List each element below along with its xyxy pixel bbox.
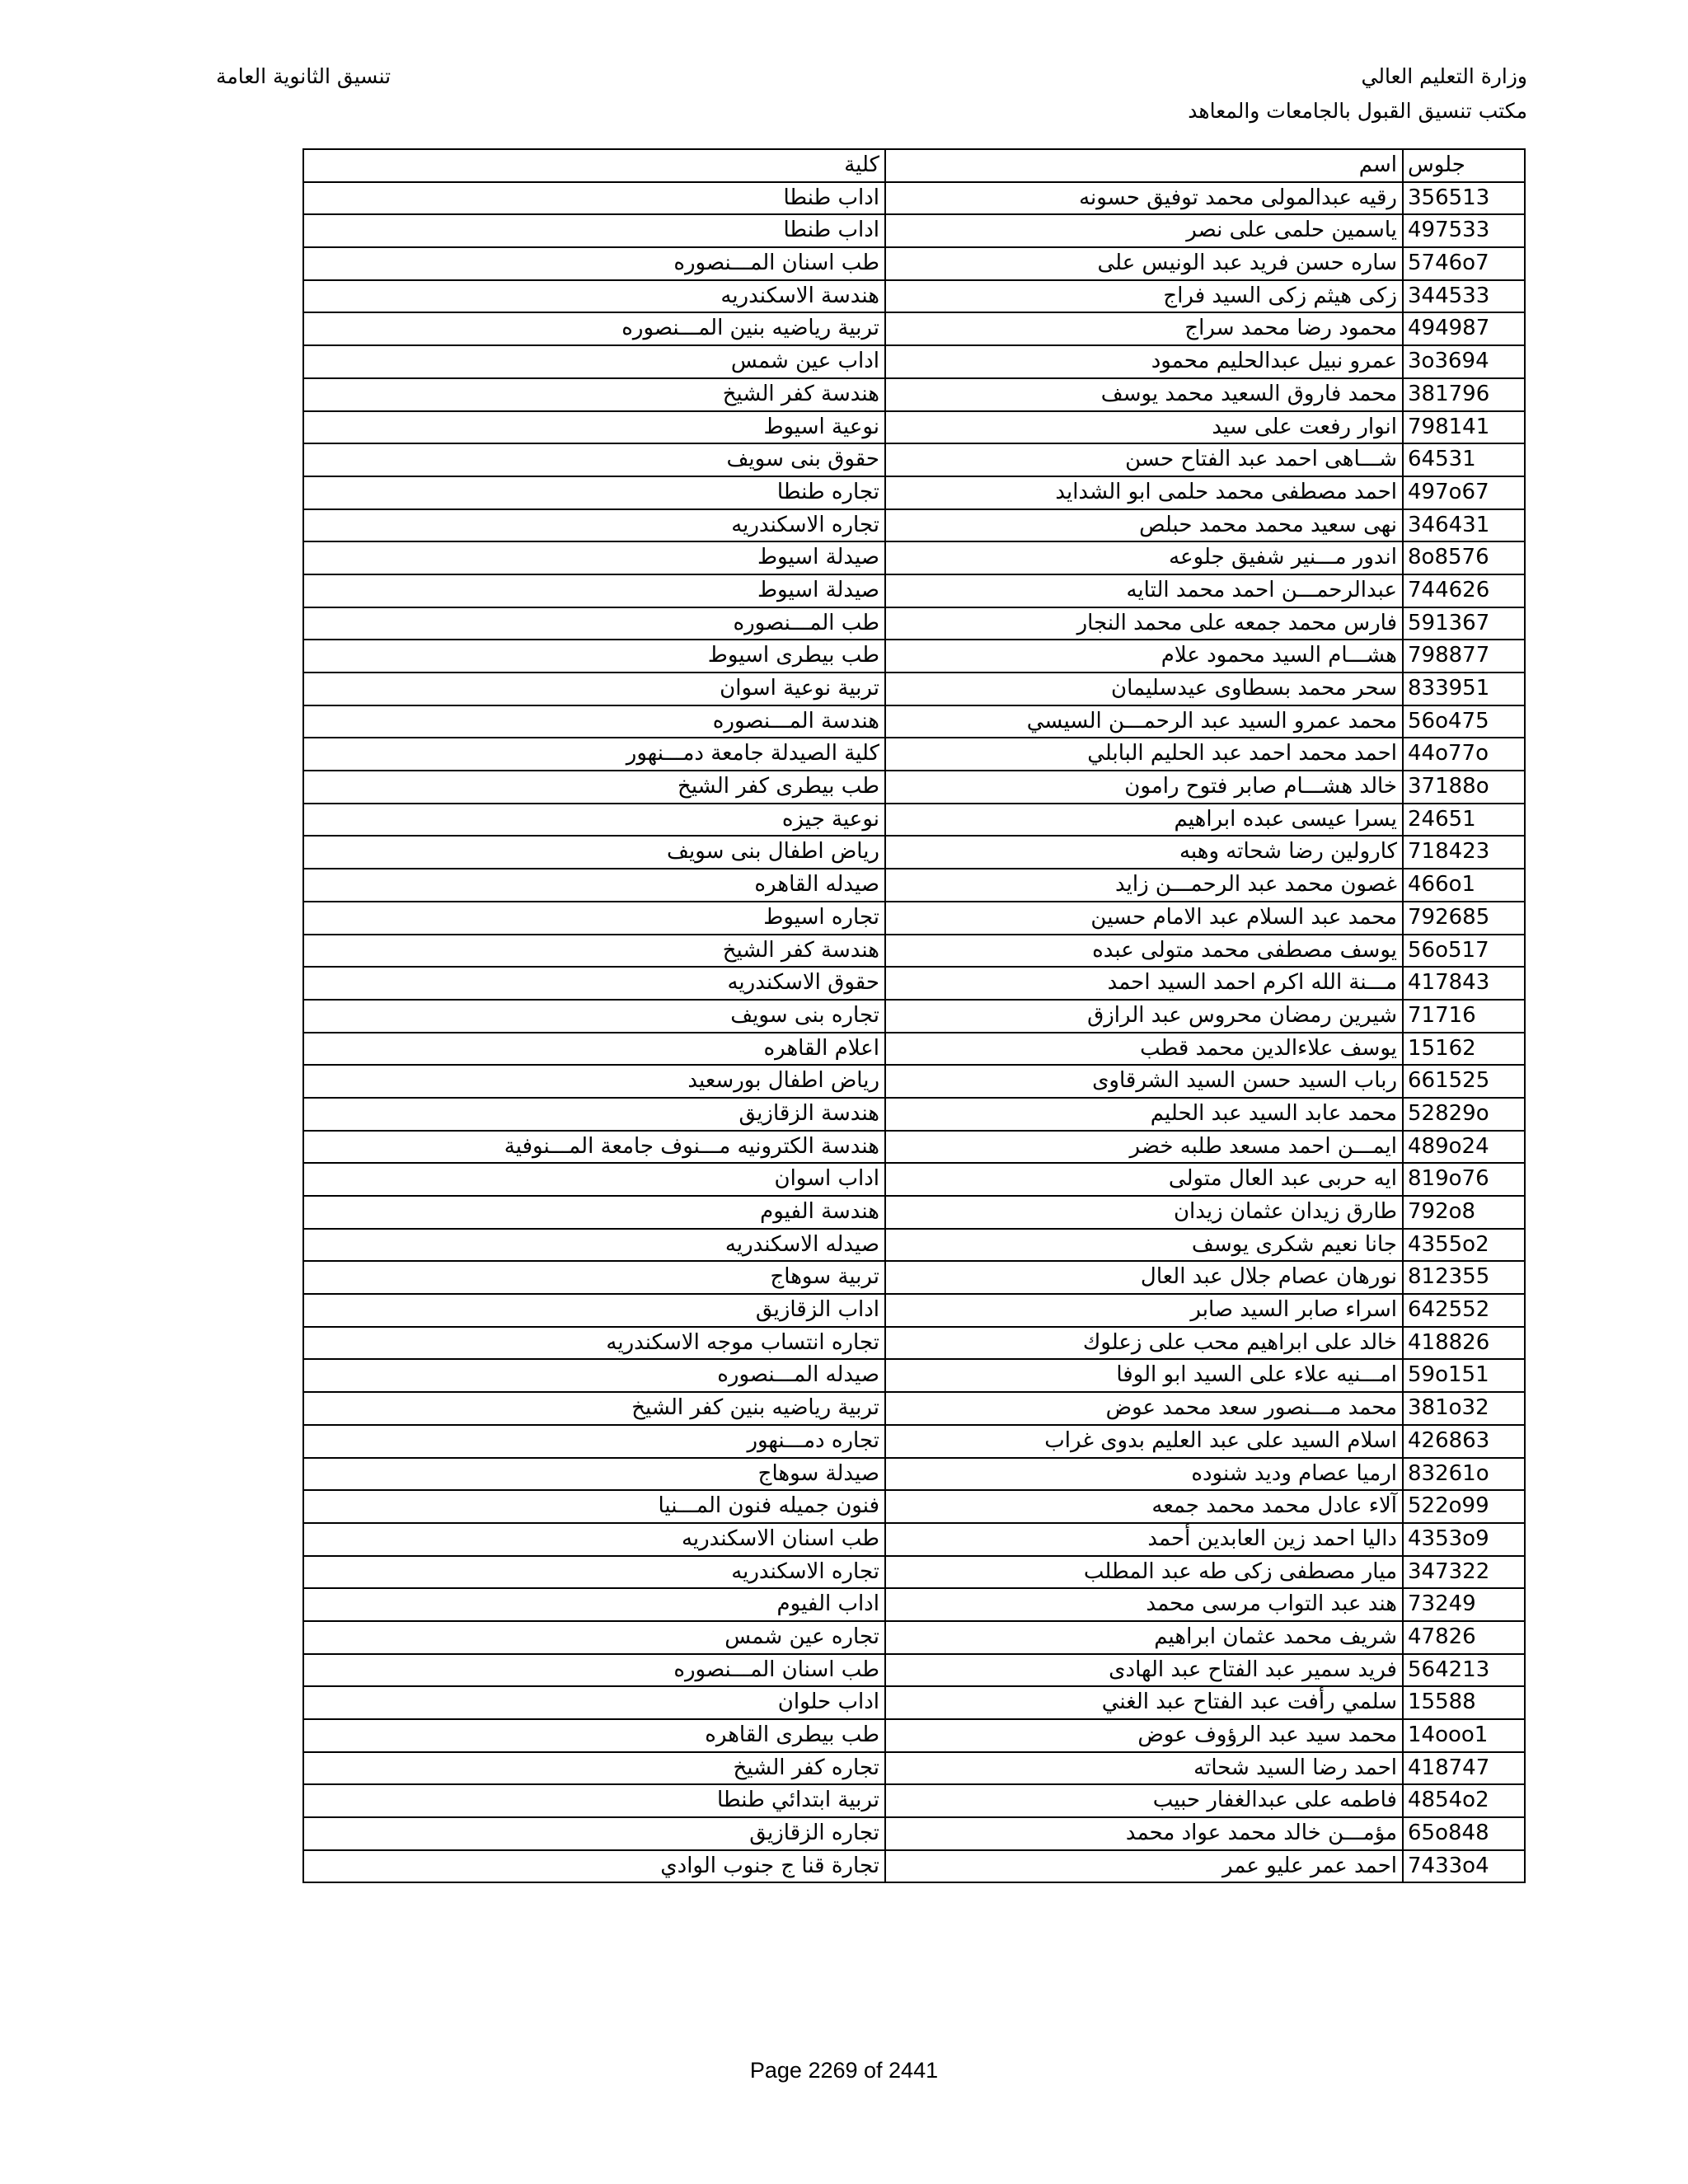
college-cell: تجاره اسيوط	[304, 902, 886, 934]
name-cell: هند عبد التواب مرسى محمد	[886, 1589, 1404, 1620]
seat-cell: 494987	[1404, 313, 1526, 344]
college-cell: نوعية جيزه	[304, 804, 886, 836]
name-cell: يسرا عيسى عبده ابراهيم	[886, 804, 1404, 836]
seat-cell: 37188o	[1404, 771, 1526, 803]
seat-cell: 792o8	[1404, 1197, 1526, 1228]
name-cell: نهى سعيد محمد محمد حبلص	[886, 510, 1404, 541]
seat-cell: 497o67	[1404, 477, 1526, 509]
college-cell: اداب الفيوم	[304, 1589, 886, 1620]
table-row	[304, 1393, 1526, 1426]
table-row	[304, 1524, 1526, 1557]
table-row	[304, 706, 1526, 739]
table-row	[304, 1753, 1526, 1786]
college-cell: تجاره الاسكندريه	[304, 510, 886, 541]
college-cell: تجاره دمـــنهور	[304, 1426, 886, 1457]
college-cell: طب بيطرى اسيوط	[304, 640, 886, 672]
college-cell: رياض اطفال بورسعيد	[304, 1066, 886, 1097]
seat-cell: 564213	[1404, 1655, 1526, 1686]
table-row	[304, 608, 1526, 641]
table-row	[304, 412, 1526, 445]
name-cell: فارس محمد جمعه على محمد النجار	[886, 608, 1404, 640]
college-cell: اداب عين شمس	[304, 346, 886, 377]
name-cell: رباب السيد حسن السيد الشرقاوى	[886, 1066, 1404, 1097]
seat-cell: 4353o9	[1404, 1524, 1526, 1555]
college-cell: حقوق بنى سويف	[304, 444, 886, 476]
seat-cell: 798141	[1404, 412, 1526, 443]
table-row	[304, 215, 1526, 248]
table-row	[304, 183, 1526, 216]
name-cell: احمد محمد احمد عبد الحليم البابلي	[886, 738, 1404, 770]
college-cell: طب اسنان المـــنصوره	[304, 248, 886, 279]
college-cell: صيدله الاسكندريه	[304, 1230, 886, 1261]
table-row	[304, 281, 1526, 314]
college-cell: اداب طنطا	[304, 183, 886, 214]
seat-cell: 5746o7	[1404, 248, 1526, 279]
seat-cell: 642552	[1404, 1295, 1526, 1326]
table-row	[304, 902, 1526, 935]
name-cell: زكى هيثم زكى السيد فراج	[886, 281, 1404, 312]
college-cell: طب المـــنصوره	[304, 608, 886, 640]
seat-cell: 4355o2	[1404, 1230, 1526, 1261]
seat-cell: 347322	[1404, 1557, 1526, 1588]
table-row	[304, 1033, 1526, 1066]
college-cell: اداب طنطا	[304, 215, 886, 246]
table-row	[304, 510, 1526, 543]
college-cell: هندسة المـــنصوره	[304, 706, 886, 738]
seat-cell: 522o99	[1404, 1491, 1526, 1522]
table-row	[304, 771, 1526, 804]
name-cell: كارولين رضا شحاته وهبه	[886, 837, 1404, 868]
name-cell: احمد رضا السيد شحاته	[886, 1753, 1404, 1784]
table-row	[304, 1132, 1526, 1165]
table-row	[304, 869, 1526, 902]
table-row	[304, 444, 1526, 477]
name-cell: عمرو نبيل عبدالحليم محمود	[886, 346, 1404, 377]
name-cell: يوسف علاءالدين محمد قطب	[886, 1033, 1404, 1065]
seat-cell: 344533	[1404, 281, 1526, 312]
name-cell: محمد عابد السيد عبد الحليم	[886, 1099, 1404, 1130]
page-number: Page 2269 of 2441	[749, 2058, 939, 2083]
college-cell: رياض اطفال بنى سويف	[304, 837, 886, 868]
college-cell: هندسة كفر الشيخ	[304, 379, 886, 410]
seat-cell: 819o76	[1404, 1164, 1526, 1195]
table-row	[304, 1851, 1526, 1884]
seat-cell: 792685	[1404, 902, 1526, 934]
seat-cell: 418747	[1404, 1753, 1526, 1784]
table-row	[304, 1687, 1526, 1720]
college-cell: تجاره الزقازيق	[304, 1818, 886, 1849]
table-row	[304, 1001, 1526, 1033]
table-row	[304, 1197, 1526, 1230]
name-cell: طارق زيدان عثمان زيدان	[886, 1197, 1404, 1228]
name-cell: اسراء صابر السيد صابر	[886, 1295, 1404, 1326]
table-row	[304, 1491, 1526, 1524]
column-header-name: اسم	[886, 150, 1404, 181]
table-row	[304, 804, 1526, 837]
college-cell: تجاره الاسكندريه	[304, 1557, 886, 1588]
seat-cell: 418826	[1404, 1328, 1526, 1359]
table-row	[304, 1557, 1526, 1590]
seat-cell: 381o32	[1404, 1393, 1526, 1424]
seat-cell: 346431	[1404, 510, 1526, 541]
college-cell: هندسة الزقازيق	[304, 1099, 886, 1130]
table-row	[304, 640, 1526, 673]
table-row	[304, 968, 1526, 1001]
name-cell: اسلام السيد على عبد العليم بدوى غراب	[886, 1426, 1404, 1457]
column-header-college: كلية	[304, 150, 886, 181]
college-cell: تجاره طنطا	[304, 477, 886, 509]
table-row	[304, 477, 1526, 510]
name-cell: احمد مصطفى محمد حلمى ابو الشدايد	[886, 477, 1404, 509]
seat-cell: 8o8576	[1404, 542, 1526, 574]
seat-cell: 4854o2	[1404, 1785, 1526, 1816]
table-row	[304, 1360, 1526, 1393]
college-cell: صيدلة اسيوط	[304, 542, 886, 574]
college-cell: نوعية اسيوط	[304, 412, 886, 443]
name-cell: انوار رفعت على سيد	[886, 412, 1404, 443]
college-cell: اداب حلوان	[304, 1687, 886, 1718]
college-cell: تجارة قنا ج جنوب الوادي	[304, 1851, 886, 1882]
name-cell: غصون محمد عبد الرحمـــن زايد	[886, 869, 1404, 901]
name-cell: احمد عمر عليو عمر	[886, 1851, 1404, 1882]
seat-cell: 14ooo1	[1404, 1720, 1526, 1751]
table-row	[304, 542, 1526, 575]
table-row	[304, 1426, 1526, 1459]
seat-cell: 3o3694	[1404, 346, 1526, 377]
table-row	[304, 346, 1526, 379]
seat-cell: 64531	[1404, 444, 1526, 476]
table-row	[304, 673, 1526, 706]
name-cell: سحر محمد بسطاوى عيدسليمان	[886, 673, 1404, 705]
table-row	[304, 1459, 1526, 1492]
name-cell: محمد سيد عبد الرؤوف عوض	[886, 1720, 1404, 1751]
name-cell: يوسف مصطفى محمد متولى عبده	[886, 935, 1404, 967]
college-cell: اداب اسوان	[304, 1164, 886, 1195]
seat-cell: 356513	[1404, 183, 1526, 214]
name-cell: اندور مـــنير شفيق جلوعه	[886, 542, 1404, 574]
name-cell: آلاء عادل محمد محمد جمعه	[886, 1491, 1404, 1522]
table-row	[304, 1066, 1526, 1099]
column-header-seat: جلوس	[1404, 150, 1526, 181]
table-row	[304, 1164, 1526, 1197]
table-row	[304, 935, 1526, 968]
seat-cell: 47826	[1404, 1622, 1526, 1653]
table-row	[304, 1655, 1526, 1688]
seat-cell: 718423	[1404, 837, 1526, 868]
name-cell: شيرين رمضان محروس عبد الرازق	[886, 1001, 1404, 1032]
seat-cell: 489o24	[1404, 1132, 1526, 1163]
name-cell: مـــنة الله اكرم احمد السيد احمد	[886, 968, 1404, 999]
college-cell: حقوق الاسكندريه	[304, 968, 886, 999]
name-cell: محمد فاروق السعيد محمد يوسف	[886, 379, 1404, 410]
college-cell: طب اسنان الاسكندريه	[304, 1524, 886, 1555]
name-cell: خالد هشـــام صابر فتوح رامون	[886, 771, 1404, 803]
name-cell: شريف محمد عثمان ابراهيم	[886, 1622, 1404, 1653]
seat-cell: 661525	[1404, 1066, 1526, 1097]
seat-cell: 65o848	[1404, 1818, 1526, 1849]
name-cell: نورهان عصام جلال عبد العال	[886, 1262, 1404, 1293]
name-cell: عبدالرحمـــن احمد محمد التايه	[886, 575, 1404, 607]
college-cell: طب بيطرى كفر الشيخ	[304, 771, 886, 803]
name-cell: محمود رضا محمد سراج	[886, 313, 1404, 344]
table-header-row	[304, 150, 1526, 183]
college-cell: تربية ابتدائي طنطا	[304, 1785, 886, 1816]
table-row	[304, 1622, 1526, 1655]
college-cell: صيدله القاهره	[304, 869, 886, 901]
table-row	[304, 1720, 1526, 1753]
college-cell: صيدله المـــنصوره	[304, 1360, 886, 1391]
college-cell: هندسة الاسكندريه	[304, 281, 886, 312]
college-cell: طب اسنان المـــنصوره	[304, 1655, 886, 1686]
table-row	[304, 1099, 1526, 1132]
name-cell: محمد مـــنصور سعد محمد عوض	[886, 1393, 1404, 1424]
name-cell: رقيه عبدالمولى محمد توفيق حسونه	[886, 183, 1404, 214]
table-row	[304, 313, 1526, 346]
office-title: مكتب تنسيق القبول بالجامعات والمعاهد	[1188, 99, 1527, 123]
name-cell: محمد عمرو السيد عبد الرحمـــن السيسي	[886, 706, 1404, 738]
seat-cell: 7433o4	[1404, 1851, 1526, 1882]
table-row	[304, 248, 1526, 281]
college-cell: هندسة كفر الشيخ	[304, 935, 886, 967]
table-row	[304, 1328, 1526, 1361]
name-cell: جانا نعيم شكرى يوسف	[886, 1230, 1404, 1261]
college-cell: تجاره كفر الشيخ	[304, 1753, 886, 1784]
name-cell: ساره حسن فريد عبد الونيس على	[886, 248, 1404, 279]
seat-cell: 56o475	[1404, 706, 1526, 738]
ministry-title: وزارة التعليم العالي	[1361, 64, 1527, 88]
table-row	[304, 379, 1526, 412]
seat-cell: 71716	[1404, 1001, 1526, 1032]
college-cell: تربية سوهاج	[304, 1262, 886, 1293]
seat-cell: 426863	[1404, 1426, 1526, 1457]
college-cell: تجاره انتساب موجه الاسكندريه	[304, 1328, 886, 1359]
college-cell: فنون جميله فنون المـــنيا	[304, 1491, 886, 1522]
table-row	[304, 575, 1526, 608]
seat-cell: 744626	[1404, 575, 1526, 607]
program-title: تنسيق الثانوية العامة	[216, 64, 392, 88]
college-cell: طب بيطرى القاهره	[304, 1720, 886, 1751]
seat-cell: 59o151	[1404, 1360, 1526, 1391]
college-cell: تربية نوعية اسوان	[304, 673, 886, 705]
name-cell: فريد سمير عبد الفتاح عبد الهادى	[886, 1655, 1404, 1686]
seat-cell: 15162	[1404, 1033, 1526, 1065]
name-cell: ميار مصطفى زكى طه عبد المطلب	[886, 1557, 1404, 1588]
seat-cell: 591367	[1404, 608, 1526, 640]
name-cell: سلمي رأفت عبد الفتاح عبد الغني	[886, 1687, 1404, 1718]
college-cell: كلية الصيدلة جامعة دمـــنهور	[304, 738, 886, 770]
table-row	[304, 1818, 1526, 1851]
college-cell: هندسة الكترونيه مـــنوف جامعة المـــنوفية	[304, 1132, 886, 1163]
table-row	[304, 1589, 1526, 1622]
seat-cell: 73249	[1404, 1589, 1526, 1620]
name-cell: مؤمـــن خالد محمد عواد محمد	[886, 1818, 1404, 1849]
seat-cell: 24651	[1404, 804, 1526, 836]
table-row	[304, 837, 1526, 869]
name-cell: شـــاهى احمد عبد الفتاح حسن	[886, 444, 1404, 476]
seat-cell: 812355	[1404, 1262, 1526, 1293]
name-cell: امـــنيه علاء على السيد ابو الوفا	[886, 1360, 1404, 1391]
college-cell: تربية رياضيه بنين المـــنصوره	[304, 313, 886, 344]
seat-cell: 833951	[1404, 673, 1526, 705]
name-cell: ايمـــن احمد مسعد طلبه خضر	[886, 1132, 1404, 1163]
college-cell: صيدلة اسيوط	[304, 575, 886, 607]
seat-cell: 417843	[1404, 968, 1526, 999]
table-row	[304, 738, 1526, 771]
college-cell: اعلام القاهره	[304, 1033, 886, 1065]
seat-cell: 381796	[1404, 379, 1526, 410]
name-cell: ايه حربى عبد العال متولى	[886, 1164, 1404, 1195]
seat-cell: 56o517	[1404, 935, 1526, 967]
name-cell: محمد عبد السلام عبد الامام حسين	[886, 902, 1404, 934]
seat-cell: 44o77o	[1404, 738, 1526, 770]
table-row	[304, 1785, 1526, 1818]
name-cell: ياسمين حلمى على نصر	[886, 215, 1404, 246]
results-table	[302, 148, 1526, 1883]
name-cell: داليا احمد زين العابدين أحمد	[886, 1524, 1404, 1555]
seat-cell: 497533	[1404, 215, 1526, 246]
college-cell: تجاره عين شمس	[304, 1622, 886, 1653]
college-cell: صيدلة سوهاج	[304, 1459, 886, 1490]
name-cell: خالد على ابراهيم محب على زعلوك	[886, 1328, 1404, 1359]
college-cell: هندسة الفيوم	[304, 1197, 886, 1228]
table-row	[304, 1230, 1526, 1263]
college-cell: تجاره بنى سويف	[304, 1001, 886, 1032]
name-cell: ارميا عصام وديد شنوده	[886, 1459, 1404, 1490]
name-cell: هشـــام السيد محمود علام	[886, 640, 1404, 672]
seat-cell: 466o1	[1404, 869, 1526, 901]
seat-cell: 15588	[1404, 1687, 1526, 1718]
table-row	[304, 1295, 1526, 1328]
seat-cell: 52829o	[1404, 1099, 1526, 1130]
college-cell: اداب الزقازيق	[304, 1295, 886, 1326]
seat-cell: 798877	[1404, 640, 1526, 672]
header-office-block	[1188, 59, 1527, 129]
table-row	[304, 1262, 1526, 1295]
name-cell: فاطمه على عبدالغفار حبيب	[886, 1785, 1404, 1816]
seat-cell: 83261o	[1404, 1459, 1526, 1490]
college-cell: تربية رياضيه بنين كفر الشيخ	[304, 1393, 886, 1424]
